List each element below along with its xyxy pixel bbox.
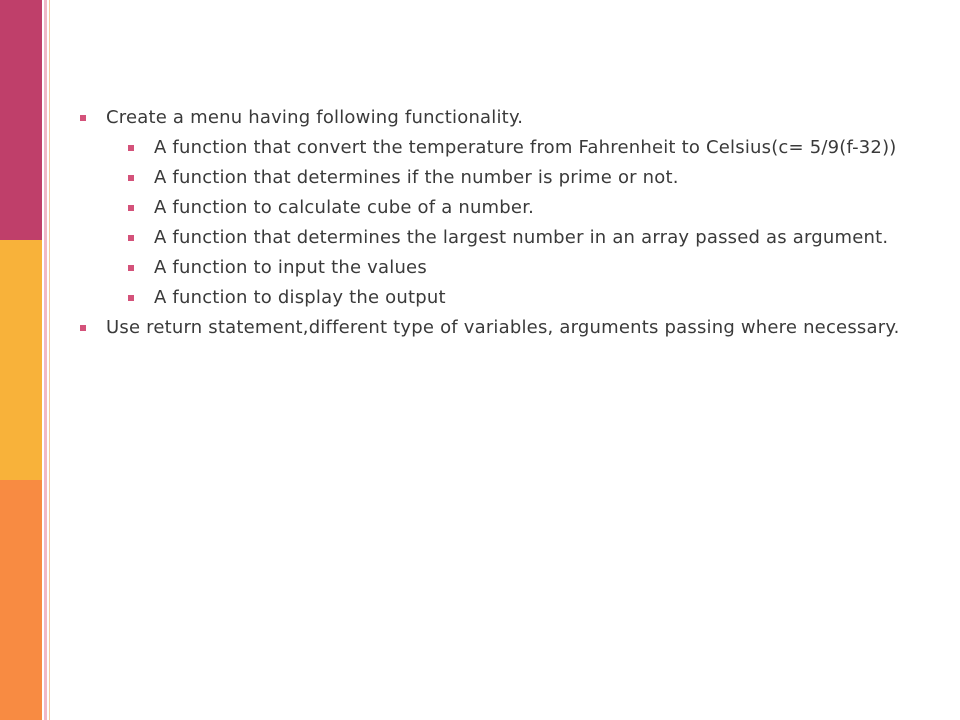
sub-bullet-text: A function that determines if the number is prime or not. (154, 167, 679, 188)
bullet-list (80, 107, 900, 339)
accent-stripe-yellow (0, 240, 42, 480)
accent-stripe-orange (0, 480, 42, 720)
sub-bullet-text: A function to calculate cube of a number. (154, 197, 535, 218)
square-bullet-icon (128, 205, 134, 211)
accent-vertical-line-thin (49, 0, 50, 720)
list-item (128, 227, 900, 249)
nested-list-container (80, 137, 900, 309)
sub-bullet-text: A function to input the values (154, 257, 427, 278)
list-item (128, 167, 900, 189)
square-bullet-icon (128, 145, 134, 151)
accent-stripe-magenta (0, 0, 42, 240)
bullet-text: Use return statement,different type of variables, arguments passing where necessary. (106, 317, 900, 338)
sub-bullet-list (128, 137, 900, 309)
list-item (128, 257, 900, 279)
square-bullet-icon (80, 115, 86, 121)
list-item (128, 287, 900, 309)
bullet-text: Create a menu having following functionality. (106, 107, 524, 128)
list-item (80, 107, 900, 129)
accent-vertical-line (44, 0, 47, 720)
slide-content (80, 107, 900, 347)
square-bullet-icon (128, 235, 134, 241)
sub-bullet-text: A function that determines the largest number in an array passed as argument. (154, 227, 889, 248)
sub-bullet-text: A function to display the output (154, 287, 446, 308)
square-bullet-icon (128, 265, 134, 271)
list-item (128, 197, 900, 219)
sub-bullet-text: A function that convert the temperature from Fahrenheit to Celsius(c= 5/9(f-32)) (154, 137, 897, 158)
list-item (80, 317, 900, 339)
square-bullet-icon (128, 295, 134, 301)
square-bullet-icon (128, 175, 134, 181)
list-item (128, 137, 900, 159)
square-bullet-icon (80, 325, 86, 331)
